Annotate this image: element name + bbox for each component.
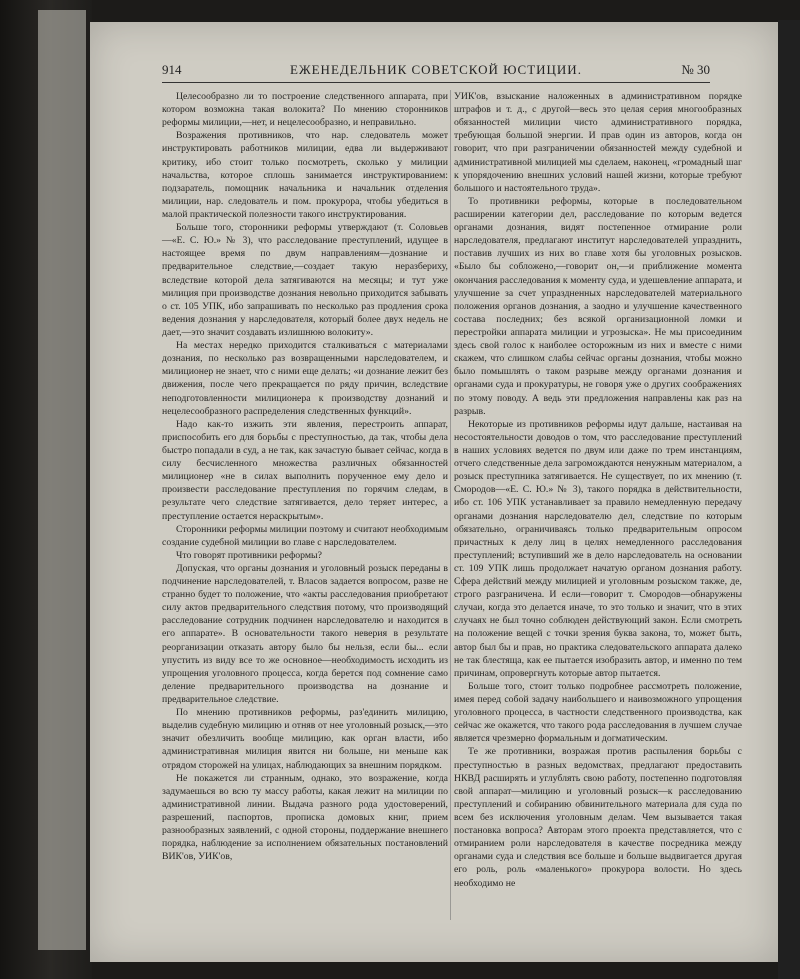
right-column	[454, 90, 742, 890]
paragraph: По мнению противников реформы, раз'единить милицию, выделив судебную милицию и отняв от нее уголовный розыск,—это значит обезличить вообще милицию, как орган власти, ибо административная милиция явится ни больше, ни меньше как отрядом сторожей на улицах, наблюдающих за внешним порядком.	[162, 707, 448, 771]
paragraph: УИК'ов, взыскание наложенных в административном порядке штрафов и т. д., с другой—весь это целая серия многообразных обязанностей милиции чисто административного порядка, требующая большой энергии. И прав один из авторов, когда он говорит, что при разграничении обязанностей между судебной и административной милицией мы сделаем, наконец, «громадный шаг к упорядочению внешних условий нашей жизни, которые требуют большого и настоятельного труда».	[454, 91, 742, 194]
paragraph: Не покажется ли странным, однако, это возражение, когда задумаешься во всю ту массу работы, какая лежит на милиции по административной линии. Выдача разного рода удостоверений, разрешений, паспортов, прописка домовых книг, прием разнообразных заявлений, с одной стороны, поддержание внешнего порядка, наблюдение за исполнением обязательных постановлений ВИК'ов, УИК'ов,	[162, 772, 448, 863]
paragraph: Целесообразно ли то построение следственного аппарата, при котором возможна такая волокита? По мнению сторонников реформы милиции,—нет, и нецелесообразно, и неправильно.	[162, 91, 448, 129]
paragraph: Сторонники реформы милиции поэтому и считают необходимым создание судебной милиции во главе с нарследователем.	[162, 523, 448, 548]
paragraph: Возражения противников, что нар. следователь может инструктировать работников милиции, едва ли выдерживают критику, ибо стоит только посмотреть, сколько у милиции начальства, которое сплошь занимается инструктированием: подзаратель, помощник начальника и начальник отделения милиции, нар. следователь и пом. прокурора, чтобы убедиться в малой практической полезности такого инструктирования.	[162, 130, 448, 220]
paragraph: То противники реформы, которые в последовательном расширении категории дел, расследование по которым ведется органами дознания, видят постепенное отмирание роли нарследователя, предлагают институт нарследователей упразднить, поставив лучших из них во главе хотя бы уголовных розысков. «Было бы собложено,—говорит он,—и приближение момента окончания расследования к моменту суда, и удешевление аппарата, и улучшение за счет упраздненных нарследователей материального положения органов дознания, а заодно и улучшение качественного состава последних; без всякой организационной ломки и перестройки аппарата милиции и угрозыска». Не мы присоединим здесь свой голос к наиболее осторожным из них и вместе с ними скажем, что слишком слабы сейчас органы дознания, чтобы можно было помышлять о таком разрыве между органами дознания и органами суда и прокуратуры, не говоря уже о других соображениях по этому поводу. А ведь эти предложения направлены как раз на разрыв.	[454, 195, 742, 417]
journal-title: ЕЖЕНЕДЕЛЬНИК СОВЕТСКОЙ ЮСТИЦИИ.	[290, 62, 582, 77]
page-number: 914	[162, 62, 182, 77]
paragraph: На местах нередко приходится сталкиваться с материалами дознания, по несколько раз возвращенными нарследователем, и милиционер не знает, что с ними еще делать; «и дознание лежит без движения, после чего прекращается по ряду причин, вследствие неподготовленности милиционера к производству дознаний и нецелесообразного распределения следственных функций».	[162, 340, 448, 417]
paragraph: Что говорят противники реформы?	[176, 549, 322, 561]
paragraph: Надо как-то изжить эти явления, перестроить аппарат, приспособить его для борьбы с преступностью, да так, чтобы дела быстро попадали в суд, а не так, как зачастую бывает сейчас, когда в силу бесчисленного множества различных обязанностей милиционер «не в силах выполнить порученное ему дело и произвести расследование преступления по горячим следам, в результате чего следствие затягивается, дело теряет интерес, а преступление остается нераскрытым».	[162, 418, 448, 522]
column-divider	[450, 90, 451, 920]
header-rule	[162, 82, 710, 83]
document-page	[90, 22, 778, 962]
page-edges	[38, 10, 86, 950]
running-header	[162, 62, 710, 84]
paragraph: Некоторые из противников реформы идут дальше, настаивая на несостоятельности доводов о том, что расследование преступлений в наших условиях ведется по двум или даже по трем инстанциям, отчего следственные дела загромождаются ненужным материалом, а розыск преступника затягивается. Не существует, по их мнению (т. Смородов—«Е. С. Ю.» № 3), такого порядка в действительности, ибо ст. 106 УПК устанавливает за правило немедленную передачу органами дознания нарследователю дел, следствие по которым обязательно, ограничиваясь только предварительным опросом причастных к делу лиц в целях немедленного расследования преступлений; вступивший же в дело нарследователь на основании ст. 109 УПК лишь продолжает начатую органом дознания работу. Сфера действий между милицией и уголовным розыском также, де, строго разграничена. И если—говорит т. Смородов—обнаружены случаи, когда это делается иначе, то это только и значит, что в этих случаях не был точно соблюден действующий закон. Если смотреть на положение вещей с точки зрения буква закона, то, может быть, автор был бы и прав, но практика следовательского аппарата далеко не так блестяща, как ее пытается изобразить автор, и именно по тем причинам, опровергнуть которые автор пытается.	[454, 418, 742, 679]
paragraph: Больше того, сторонники реформы утверждают (т. Соловьев—«Е. С. Ю.» № 3), что расследование преступлений, идущее в настоящее время по двум направлениям—дознание и предварительное следствие,—создает такую неразбериху, вследствие которой дела затягиваются на месяцы; и тут уже милиция при производстве дознания невольно приходится забывать о ст. 105 УПК, ибо запрашивать по несколько раз продления срока ведения дознания у нарследователя, который более двух недель не дает,—это значит создавать излишнюю волокиту».	[162, 222, 448, 338]
paragraph: Те же противники, возражая против распыления борьбы с преступностью в разных ведомствах, предлагают предоставить НКВД расширять и углублять свою работу, постепенно подготовляя свой аппарат—милицию и уголовный розыск—к расследованию преступлений и собиранию обвинительного материала для суда по всем без исключения уголовным делам. Чем вызывается такая постановка вопроса? Авторам этого проекта представляется, что с отмиранием роли нарследователя в качестве посредника между органами суда и следствия все больше и больше выдвигается другая его роль, роль «маленького» прокурора волости. Но здесь необходимо не	[454, 746, 742, 889]
paragraph: Больше того, стоит только подробнее рассмотреть положение, имея перед собой задачу наибольшего и наивозможного упрощения уголовного процесса, в частности следственного производства, как сейчас же окажется, что такого рода расследования в лучшем случае является чрезмерно формальным и догматическим.	[454, 680, 742, 745]
left-column	[162, 90, 448, 863]
paragraph: Допуская, что органы дознания и уголовный розыск переданы в подчинение нарследователей, т. Власов задается вопросом, разве не странно будет то положение, что «акты расследования приобретают силу актов предварительного следствия потому, что производящий расследование сотрудник подчинен нарследователю и находится в его аппарате». В основательности такого неверия в результате реорганизации отказать автору было бы нельзя, если бы... если упустить из виду все то же основное—необходимость исходить из упрощения уголовного процесса, когда берется под сомнение само деление предварительного производства на дознание и предварительное следствие.	[162, 562, 448, 706]
issue-number: № 30	[681, 62, 710, 77]
right-binding-edge	[778, 20, 800, 979]
